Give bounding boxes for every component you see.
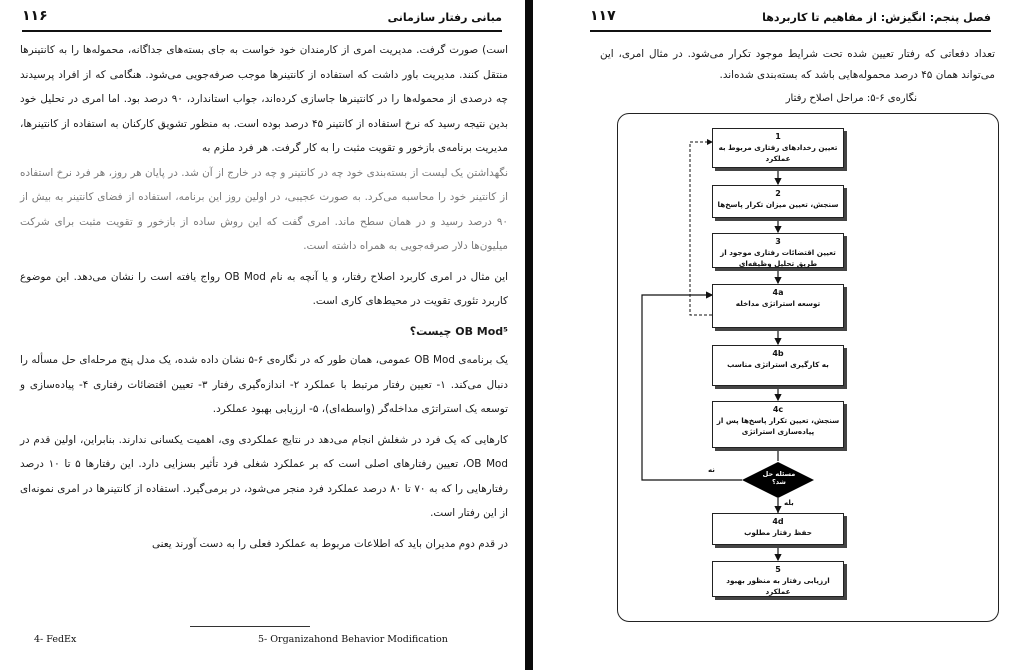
step-label: به کارگیری استراتژی مناسب	[727, 360, 829, 369]
flowchart-step-4a	[712, 284, 844, 328]
flowchart-step-4c	[712, 401, 844, 448]
paragraph: این مثال در امری کاربرد اصلاح رفتار، و یا آنچه به نام OB Mod رواج یافته است را نشان می‌دهد. این موضوع کاربرد تئوری تقویت در محیط‌های کاری است.	[20, 270, 509, 307]
step-number: 4d	[772, 517, 784, 526]
flowchart-step-5	[712, 561, 844, 597]
book-spine	[525, 0, 533, 670]
step-number: 2	[775, 189, 781, 198]
yes-label: بله	[784, 499, 794, 507]
step-label: تعیین رخدادهای رفتاری مربوط به عملکرد	[718, 143, 838, 163]
figure-caption: نگاره‌ی ۶-۵: مراحل اصلاح رفتار	[785, 93, 917, 104]
left-page-number: ۱۱۶	[22, 8, 48, 24]
step-number: 4c	[772, 405, 784, 414]
paragraph: کارهایی که یک فرد در شغلش انجام می‌دهد در نتایج عملکردی وی، اهمیت یکسانی ندارند. بنابراین، اولین قدم در OB Mod، تعیین رفتارهای اصلی است که بر عملکرد شغلی فرد تأثیر بسزایی دارد. این رفتارها ۵ تا ۱۰ درصد رفتارهایی را که به ۷۰ تا ۸۰ درصد عملکرد فرد منجر می‌شود، در برمی‌گیرد. استفاده از کانتینرها در امری نمونه‌ای از این رفتار است.	[20, 433, 508, 519]
flowchart-step-2	[712, 185, 844, 218]
paragraph: است) صورت گرفت. مدیریت امری از کارمندان خود خواست به جای بسته‌های جداگانه، محموله‌ها را به کانتینرها منتقل کنند. مدیریت باور داشت که استفاده از کانتینرها موجب صرفه‌جویی می‌شود. هنگامی که از افراد پرسیدند چه درصدی از محموله‌ها را در کانتینرها جاسازی کرده‌اند، جواب استاندارد، ۹۰ درصد بود. اما امری در تحلیل خود بدین نتیجه رسید که نرخ استفاده از کانتینر ۴۵ درصد بوده است. به منظور تشویق کارکنان به استفاده از کانتینرها، مدیریت برنامه‌ی بازخور و تقویت مثبت را به کار گرفت. هر فرد ملزم به	[20, 44, 508, 154]
no-label: نه	[708, 466, 715, 474]
footnote-4: 4- FedEx	[34, 634, 77, 645]
paragraph: نگهداشتن یک لیست از بسته‌بندی خود چه در کانتینر و چه در خارج از آن شد. در پایان هر روز، هر فرد نرخ استفاده از کانتینر خود را محاسبه می‌کرد. به صورت عجیبی، در اولین روز این برنامه، استفاده از فضای کانتینر به بیش از ۹۰ درصد رسید و در همان سطح ماند. امری گفت که این روش ساده از بازخور و تقویت مثبت برای شرکت میلیون‌ها دلار صرفه‌جویی به همراه داشته است.	[20, 166, 508, 252]
step-label: حفظ رفتار مطلوب	[744, 528, 812, 537]
left-running-head: مبانی رفتار سازمانی	[387, 11, 502, 24]
step-number: 3	[775, 237, 781, 246]
section-heading: OB Mod⁵ چیست؟	[409, 324, 508, 338]
step-label: تعیین اقتضائات رفتاری موجود از طریق تحلیل وظیفه‌ای	[720, 248, 836, 268]
step-number: 5	[775, 565, 781, 574]
right-page-number: ۱۱۷	[590, 8, 616, 24]
step-label: توسعه استراتژی مداخله	[735, 299, 821, 308]
right-running-head: فصل پنجم: انگیزش: از مفاهیم تا کاربردها	[762, 11, 991, 24]
flowchart-step-3	[712, 233, 844, 268]
flowchart-step-4b	[712, 345, 844, 386]
right-page	[540, 0, 1009, 670]
paragraph: یک برنامه‌ی OB Mod عمومی، همان طور که در نگاره‌ی ۶-۵ نشان داده شده، یک مدل پنج مرحله‌ای حل مسأله را دنبال می‌کند. ۱- تعیین رفتار مرتبط با عملکرد ۲- اندازه‌گیری رفتار ۳- تعیین اقتضائات رفتاری ۴- پیاده‌سازی و توسعه یک استراتژی مداخله‌گر (واسطه‌ای)، ۵- ارزیابی بهبود عملکرد.	[20, 354, 508, 415]
step-label: سنجش، تعیین میزان تکرار پاسخ‌ها	[717, 200, 839, 209]
left-body-text	[20, 38, 508, 556]
step-number: 4a	[772, 288, 784, 297]
left-running-header	[22, 8, 502, 32]
flowchart-step-4d	[712, 513, 844, 545]
step-label: ارزیابی رفتار به منظور بهبود عملکرد	[726, 576, 830, 596]
paragraph: در قدم دوم مدیران باید که اطلاعات مربوط به عملکرد فعلی را به دست آورند یعنی	[151, 537, 508, 550]
right-intro-text: تعداد دفعاتی که رفتار تعیین شده تحت شرایط موجود تکرار می‌شود. در مثال امری، این می‌تواند همان ۴۵ درصد محموله‌هایی باشد که بسته‌بندی شده‌اند.	[600, 48, 995, 81]
step-label: سنجش، تعیین تکرار پاسخ‌ها پس از پیاده‌سازی استراتژی	[716, 416, 840, 436]
step-number: 1	[775, 132, 781, 141]
footnote-rule	[190, 626, 310, 627]
flowchart-step-1	[712, 128, 844, 168]
footnote-5: 5- Organizahond Behavior Modification	[258, 634, 448, 645]
decision-label: مسئله حل شد؟	[762, 470, 796, 486]
step-number: 4b	[772, 349, 784, 358]
